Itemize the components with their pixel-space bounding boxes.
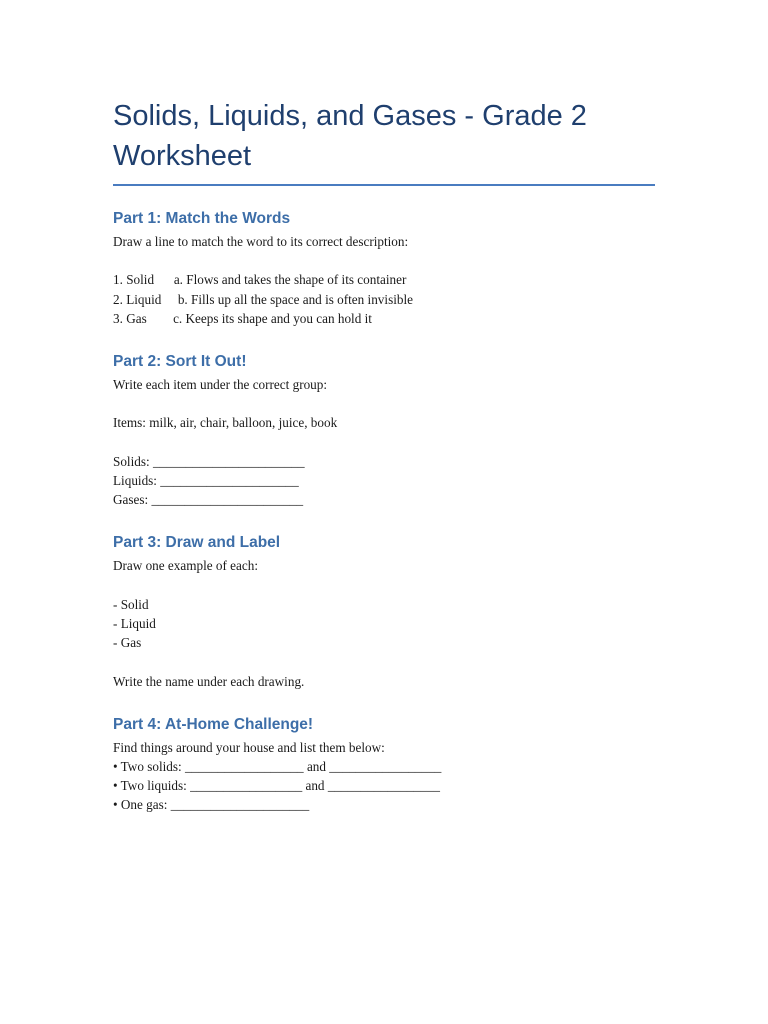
part3-instruction: Draw one example of each: xyxy=(113,558,258,574)
document-title: Solids, Liquids, and Gases - Grade 2 Worksheet xyxy=(113,96,655,186)
spacer xyxy=(113,251,655,270)
part1-instruction: Draw a line to match the word to its correct description: xyxy=(113,234,409,249)
part2-group-liquids: Liquids: _____________________ xyxy=(113,472,299,488)
part2-group-gases: Gases: _______________________ xyxy=(113,492,304,508)
part4-bullet-item: • Two solids: __________________ and _________________ xyxy=(113,758,442,774)
part4-bullet-item: • One gas: _____________________ xyxy=(113,797,310,813)
part3-list-item: - Gas xyxy=(113,635,142,651)
part2-group-solids: Solids: _______________________ xyxy=(113,453,305,469)
worksheet-page xyxy=(113,96,655,815)
part1-match-item: 3. Gas c. Keeps its shape and you can hold it xyxy=(113,310,372,326)
part4-instruction: Find things around your house and list them below: xyxy=(113,739,385,755)
spacer xyxy=(113,433,655,452)
part3-note: Write the name under each drawing. xyxy=(113,673,305,689)
spacer xyxy=(113,576,655,595)
part2-instruction: Write each item under the correct group: xyxy=(113,377,328,392)
part1-heading: Part 1: Match the Words xyxy=(113,210,291,227)
spacer xyxy=(113,652,655,671)
part3-heading: Part 3: Draw and Label xyxy=(113,534,281,552)
part3-list-item: - Solid xyxy=(113,596,149,612)
part2-heading: Part 2: Sort It Out! xyxy=(113,353,247,370)
part1-match-item: 2. Liquid b. Fills up all the space and is often invisible xyxy=(113,291,413,307)
part1-match-item: 1. Solid a. Flows and takes the shape of its container xyxy=(113,272,407,288)
spacer xyxy=(113,394,655,413)
part4-bullet-item: • Two liquids: _________________ and _________________ xyxy=(113,778,440,794)
part2-items-line: Items: milk, air, chair, balloon, juice, book xyxy=(113,415,338,431)
part4-heading: Part 4: At-Home Challenge! xyxy=(113,715,314,733)
part3-list-item: - Liquid xyxy=(113,615,156,631)
